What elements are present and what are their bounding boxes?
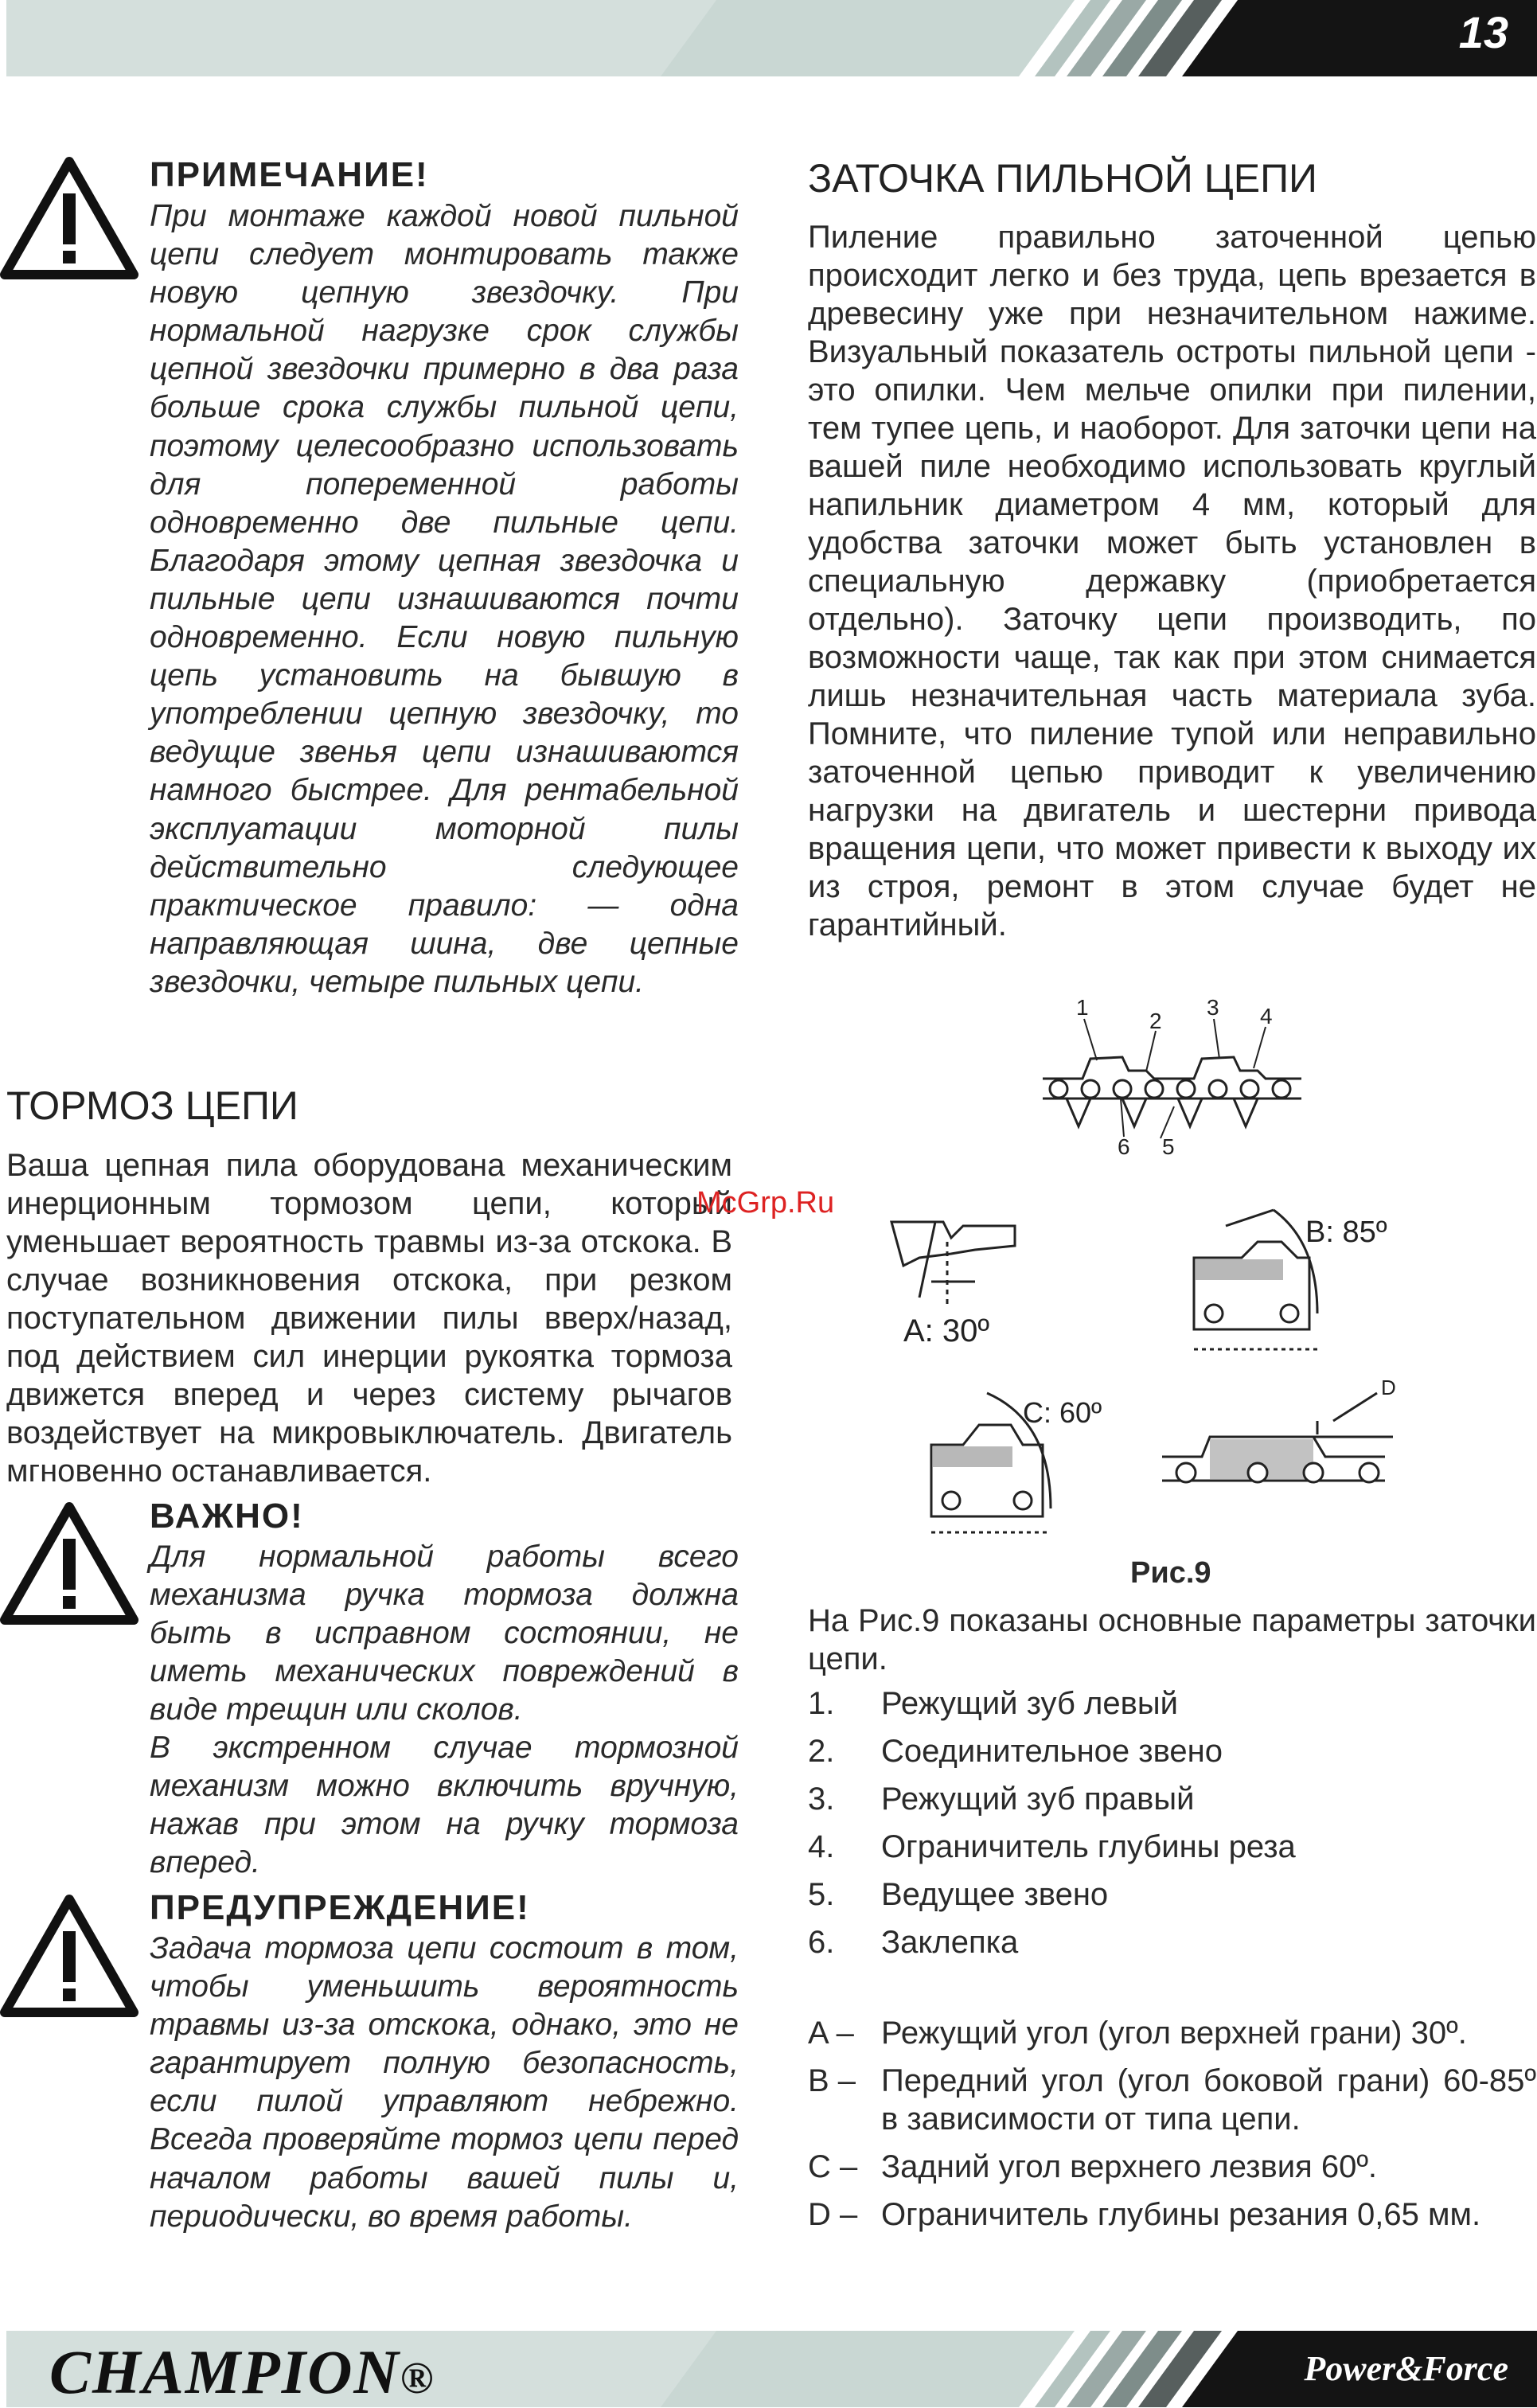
label-4: 4: [1260, 1004, 1273, 1028]
figure-caption: Рис.9: [1130, 1556, 1211, 1590]
sharpening-heading: ЗАТОЧКА ПИЛЬНОЙ ЦЕПИ: [808, 156, 1317, 201]
angle-a-diagram: [887, 1210, 1071, 1353]
depth-gauge-diagram: [1154, 1377, 1409, 1536]
note-text: При монтаже каждой новой пильной цепи следует монтировать также новую цепную звездочку. При нормальной нагрузке срок службы цепной звездочки примерно в два раза больше срока службы пильной цепи, поэтому целесообразно использовать для попеременной работы одновременно две пильные цепи. Благодаря этому цепная звездочка и пильные цепи изнашиваются почти одновременно. Если новую пильную цепь установить на бывшую в употреблении цепную звездочку, то ведущие звенья цепи изнашиваются намного быстрее. Для рентабельной эксплуатации моторной пилы действительно следующее практическое правило: — одна направляющая шина, две цепные звездочки, четыре пильных цепи.: [150, 199, 739, 999]
important-text-1: Для нормальной работы всего механизма ручка тормоза должна быть в исправном состоянии, не иметь механических повреждений в виде трещин или сколов.: [150, 1540, 739, 1727]
header-band: [0, 0, 1537, 80]
label-2: 2: [1149, 1009, 1162, 1033]
slogan: Power&Force: [1304, 2349, 1508, 2388]
warning-triangle-icon: [0, 1501, 139, 1626]
brake-text: Ваша цепная пила оборудована механическим инерционным тормозом цепи, который уменьшает вероятность травмы из-за отскока. В случае возникновения отскока, при резком поступательном движении пилы вверх/назад, под действием сил инерции рукоятка тормоза движется вперед и через систему рычагов воздействует на микровыключатель. Двигатель мгновенно останавливается.: [6, 1148, 732, 1489]
warning-text: Задача тормоза цепи состоит в том, чтобы уменьшить вероятность травмы из-за отскока, однако, это не гарантирует полную безопасность, если пилой управляют небрежно. Всегда проверяйте тормоз цепи перед началом работы вашей пилы и, периодически, во время работы.: [150, 1931, 739, 2234]
warning-triangle-icon: [0, 155, 139, 281]
brand-logo: CHAMPION®: [49, 2337, 435, 2406]
warning-title: ПРЕДУПРЕЖДЕНИЕ!: [150, 1888, 530, 1927]
label-3: 3: [1207, 995, 1219, 1020]
page-number: 13: [1458, 7, 1508, 57]
list-item: 4. Ограничитель глубины реза: [808, 1829, 1296, 1864]
list-item: 5. Ведущее звено: [808, 1877, 1109, 1912]
list-item: 2. Соединительное звено: [808, 1734, 1223, 1769]
angle-c-label: C: 60º: [1023, 1396, 1102, 1429]
sharpening-text: Пиление правильно заточенной цепью происходит легко и без труда, цепь врезается в древесину уже при незначительном нажиме. Визуальный показатель остроты пильной цепи - это опилки. Чем мельче опилки при пилении, тем тупее цепь, и наоборот. Для заточки цепи на вашей пиле необходимо использовать круглый напильник диаметром 4 мм, который для удобства заточки может быть установлен в специальную державку (приобретается отдельно). Заточку цепи производить, по возможности чаще, так как при этом снимается лишь незначительная часть материала зуба. Помните, что пиление тупой или неправильно заточенной цепью приводит к увеличению нагрузки на двигатель и шестерни привода вращения цепи, что может привести к выходу их из строя, ремонт в этом случае будет не гарантийный.: [808, 220, 1536, 943]
list-item: B – Передний угол (угол боковой грани) 60-85º в зависимости от типа цепи.: [808, 2063, 1536, 2137]
important-title: ВАЖНО!: [150, 1497, 304, 1536]
important-text-2: В экстренном случае тормозной механизм можно включить вручную, нажав при этом на ручку тормоза вперед.: [150, 1731, 739, 1880]
watermark: McGrp.Ru: [696, 1186, 835, 1220]
angle-a-label: A: 30º: [903, 1313, 990, 1348]
params-intro: На Рис.9 показаны основные параметры заточки цепи.: [808, 1603, 1536, 1676]
angle-b-label: B: 85º: [1305, 1216, 1387, 1249]
label-1: 1: [1076, 995, 1089, 1020]
note-title: ПРИМЕЧАНИЕ!: [150, 155, 429, 194]
warning-triangle-icon: [0, 1893, 139, 2019]
list-item: 6. Заклепка: [808, 1925, 1019, 1960]
list-item: 1. Режущий зуб левый: [808, 1686, 1178, 1721]
brake-heading: ТОРМОЗ ЦЕПИ: [6, 1083, 298, 1128]
label-6: 6: [1118, 1134, 1130, 1159]
list-item: A – Режущий угол (угол верхней грани) 30º.: [808, 2016, 1467, 2051]
list-item: 3. Режущий зуб правый: [808, 1782, 1195, 1817]
chain-parts-diagram: [1035, 995, 1313, 1162]
angles-list: [808, 2014, 1536, 2234]
list-item: C – Задний угол верхнего лезвия 60º.: [808, 2149, 1378, 2184]
angle-c-diagram: [915, 1381, 1122, 1540]
parts-list: [808, 1680, 1536, 1966]
angle-b-diagram: [1178, 1194, 1417, 1361]
label-5: 5: [1162, 1134, 1175, 1159]
list-item: D – Ограничитель глубины резания 0,65 мм.: [808, 2197, 1481, 2232]
label-d: D: [1381, 1377, 1396, 1399]
